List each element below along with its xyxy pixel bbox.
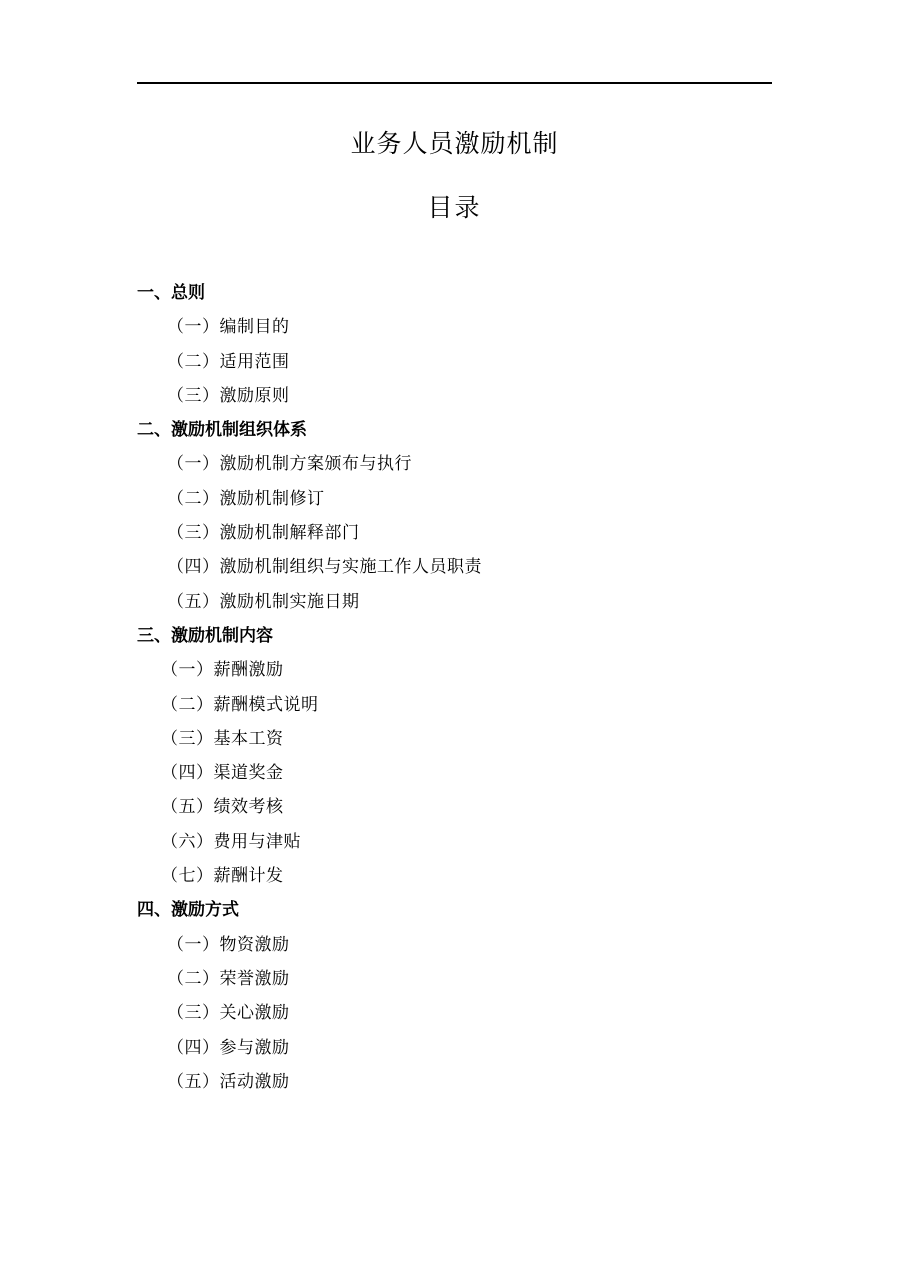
toc-item[interactable]: （六）费用与津贴 <box>161 831 301 852</box>
toc-item[interactable]: （二）薪酬模式说明 <box>161 694 319 715</box>
header-rule <box>137 82 772 84</box>
toc-section-content[interactable]: 三、激励机制内容 <box>137 625 273 646</box>
toc-item[interactable]: （四）激励机制组织与实施工作人员职责 <box>167 557 482 578</box>
toc-item[interactable]: （五）激励机制实施日期 <box>167 591 360 612</box>
toc-item[interactable]: （二）适用范围 <box>167 351 290 372</box>
toc-item[interactable]: （四）参与激励 <box>167 1037 290 1058</box>
toc-section-organization[interactable]: 二、激励机制组织体系 <box>137 420 307 441</box>
toc-item[interactable]: （一）激励机制方案颁布与执行 <box>167 454 412 475</box>
toc-item[interactable]: （二）激励机制修订 <box>167 488 325 509</box>
toc-item[interactable]: （三）激励机制解释部门 <box>167 523 360 544</box>
toc-heading: 目录 <box>427 193 482 222</box>
toc-item[interactable]: （三）激励原则 <box>167 385 290 406</box>
toc-item[interactable]: （七）薪酬计发 <box>161 866 284 887</box>
toc-item[interactable]: （五）绩效考核 <box>161 797 284 818</box>
table-of-contents <box>137 276 777 1099</box>
toc-item[interactable]: （四）渠道奖金 <box>161 763 284 784</box>
toc-item[interactable]: （三）关心激励 <box>167 1003 290 1024</box>
toc-item[interactable]: （一）薪酬激励 <box>161 660 284 681</box>
toc-item[interactable]: （一）编制目的 <box>167 317 290 338</box>
toc-item[interactable]: （三）基本工资 <box>161 728 284 749</box>
toc-section-general[interactable]: 一、总则 <box>137 283 205 303</box>
toc-item[interactable]: （二）荣誉激励 <box>167 968 290 989</box>
toc-item[interactable]: （一）物资激励 <box>167 934 290 955</box>
toc-item[interactable]: （五）活动激励 <box>167 1071 290 1092</box>
toc-section-methods[interactable]: 四、激励方式 <box>137 900 239 921</box>
document-title: 业务人员激励机制 <box>350 129 559 158</box>
